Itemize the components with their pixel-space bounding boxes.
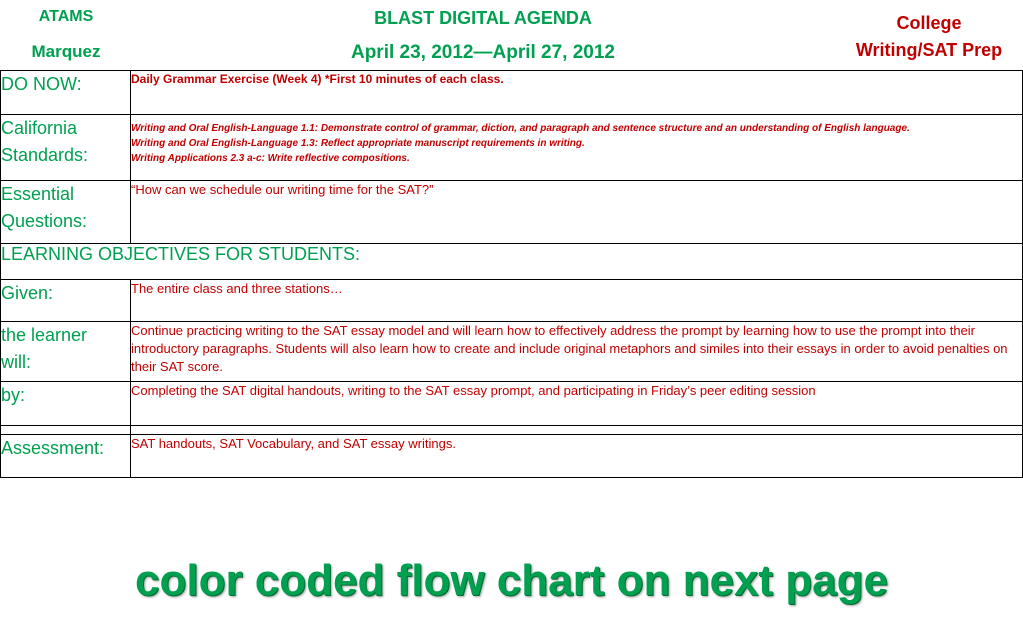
row-do-now: [1, 71, 1023, 115]
row-assessment: [1, 435, 1023, 478]
row-learner-will: [1, 322, 1023, 382]
given-value: The entire class and three stations…: [131, 280, 1023, 322]
row-objectives: [1, 244, 1023, 280]
by-value: Completing the SAT digital handouts, writing to the SAT essay prompt, and participating in Friday’s peer editing session: [131, 382, 1023, 426]
standard-line: Writing and Oral English-Language 1.3: Reflect appropriate manuscript requirements in writing.: [131, 138, 585, 149]
learner-label: [1, 322, 131, 382]
assessment-value: SAT handouts, SAT Vocabulary, and SAT essay writings.: [131, 435, 1023, 478]
essential-label-line2: Questions:: [1, 211, 88, 231]
header-title: BLAST DIGITAL AGENDA: [374, 8, 592, 28]
row-by: [1, 382, 1023, 426]
header-school: ATAMS: [38, 8, 94, 25]
header-teacher: Marquez: [31, 42, 101, 61]
agenda-table: [0, 70, 1023, 478]
standards-label: [1, 115, 131, 181]
standard-line: Writing and Oral English-Language 1.1: Demonstrate control of grammar, diction, and paragraph and sentence structure and an understanding of English language.: [131, 123, 910, 134]
standards-label-line1: California: [1, 118, 78, 138]
by-label: by:: [1, 382, 131, 426]
do-now-label: DO NOW:: [1, 71, 131, 115]
essential-label: [1, 181, 131, 244]
objectives-heading: LEARNING OBJECTIVES FOR STUDENTS:: [1, 244, 1023, 280]
learner-label-line1: the learner: [1, 325, 88, 345]
header-course-line1: College: [896, 13, 962, 33]
header-date-range: April 23, 2012—April 27, 2012: [350, 42, 616, 63]
given-label: Given:: [1, 280, 131, 322]
spacer-cell: [131, 426, 1023, 435]
do-now-value: Daily Grammar Exercise (Week 4) *First 10 minutes of each class.: [131, 71, 1023, 115]
learner-value: Continue practicing writing to the SAT essay model and will learn how to effectively address the prompt by learning how to use the prompt into their introductory paragraphs. Students will also learn how to create and include original metaphors and similes into their essays in order to avoid penalties on their SAT score.: [131, 322, 1023, 382]
footer-note: color coded flow chart on next page: [135, 556, 888, 605]
row-standards: [1, 115, 1023, 181]
row-given: [1, 280, 1023, 322]
standard-line: Writing Applications 2.3 a-c: Write reflective compositions.: [131, 153, 410, 164]
assessment-label: Assessment:: [1, 435, 131, 478]
learner-label-line2: will:: [1, 352, 31, 372]
essential-label-line1: Essential: [1, 184, 75, 204]
standards-label-line2: Standards:: [1, 145, 89, 165]
spacer-cell: [1, 426, 131, 435]
header-course-line2: Writing/SAT Prep: [855, 40, 1003, 60]
standards-value: [131, 115, 1023, 181]
row-spacer: [1, 426, 1023, 435]
essential-value: “How can we schedule our writing time for the SAT?”: [131, 181, 1023, 244]
row-essential-questions: [1, 181, 1023, 244]
header-course: [838, 10, 1020, 64]
